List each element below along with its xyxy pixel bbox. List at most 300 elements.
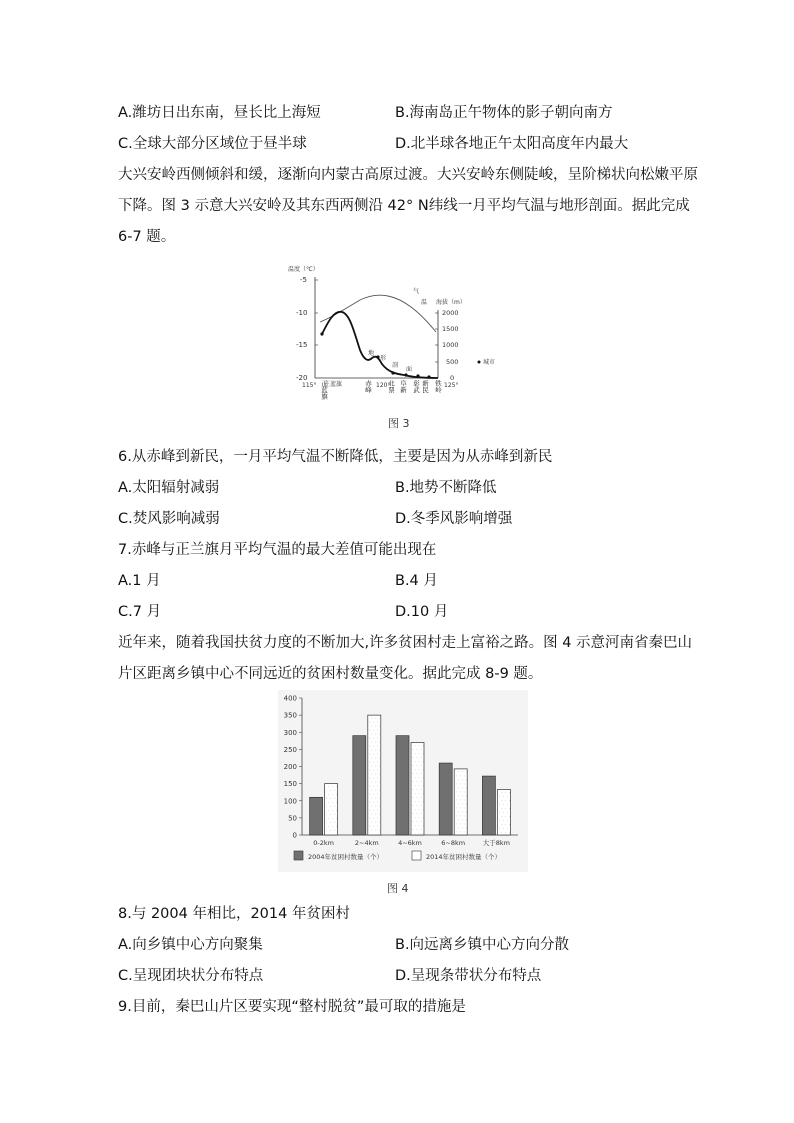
fig3-city-xinmin: 新民 bbox=[421, 380, 429, 393]
bar-texture-dot bbox=[413, 781, 414, 782]
bar-texture-dot bbox=[328, 786, 329, 787]
bar-texture-dot bbox=[369, 778, 370, 779]
bar-texture-dot bbox=[371, 726, 372, 727]
bar-texture-dot bbox=[464, 816, 465, 817]
bar-texture-dot bbox=[369, 762, 370, 763]
bar-texture-dot bbox=[499, 820, 500, 821]
bar-texture-dot bbox=[373, 762, 374, 763]
bar-texture-dot bbox=[419, 801, 420, 802]
bar-texture-dot bbox=[375, 790, 376, 791]
bar-texture-dot bbox=[415, 825, 416, 826]
bar-texture-dot bbox=[505, 832, 506, 833]
bar-texture-dot bbox=[419, 817, 420, 818]
bar-texture-dot bbox=[328, 794, 329, 795]
bar-texture-dot bbox=[421, 765, 422, 766]
bar-texture-dot bbox=[371, 798, 372, 799]
legend-label-2004: 2004年贫困村数量（个） bbox=[308, 853, 384, 861]
bar-texture-dot bbox=[417, 773, 418, 774]
q9-stem: 9.目前，秦巴山片区要实现“整村脱贫”最可取的措施是 bbox=[118, 999, 466, 1015]
legend-swatch-2014 bbox=[412, 851, 421, 860]
bar-texture-dot bbox=[375, 750, 376, 751]
bar-texture-dot bbox=[456, 800, 457, 801]
bar-texture-dot bbox=[415, 753, 416, 754]
bar-texture-dot bbox=[464, 792, 465, 793]
bar-texture-dot bbox=[375, 814, 376, 815]
fig3-city-zhenglanqi: 正蓝旗 bbox=[320, 380, 328, 400]
bar-texture-dot bbox=[417, 797, 418, 798]
intro1-line3: 6-7 题。 bbox=[118, 229, 176, 245]
bar-texture-dot bbox=[371, 782, 372, 783]
q8-option-d: D.呈现条带状分布特点 bbox=[395, 968, 542, 984]
bar-texture-dot bbox=[326, 822, 327, 823]
bar-texture-dot bbox=[373, 810, 374, 811]
q6-option-c: C.焚风影响减弱 bbox=[118, 511, 220, 527]
x-tick-label: 6~8km bbox=[441, 839, 466, 847]
bar-texture-dot bbox=[326, 806, 327, 807]
bar-texture-dot bbox=[419, 793, 420, 794]
bar-texture-dot bbox=[458, 820, 459, 821]
bar-texture-dot bbox=[507, 796, 508, 797]
bar-texture-dot bbox=[507, 804, 508, 805]
bar-texture-dot bbox=[415, 801, 416, 802]
bar-texture-dot bbox=[369, 810, 370, 811]
bar-texture-dot bbox=[499, 804, 500, 805]
bar-texture-dot bbox=[373, 746, 374, 747]
bar-2014 bbox=[411, 743, 424, 835]
bar-texture-dot bbox=[458, 780, 459, 781]
intro1-line1: 大兴安岭西侧倾斜和缓，逐渐向内蒙古高原过渡。大兴安岭东侧陡峻，呈阶梯状向松嫩平原 bbox=[118, 167, 698, 183]
bar-texture-dot bbox=[421, 789, 422, 790]
bar-texture-dot bbox=[507, 828, 508, 829]
bar-texture-dot bbox=[330, 806, 331, 807]
bar-texture-dot bbox=[501, 824, 502, 825]
bar-texture-dot bbox=[373, 738, 374, 739]
bar-texture-dot bbox=[417, 805, 418, 806]
bar-texture-dot bbox=[371, 766, 372, 767]
bar-texture-dot bbox=[379, 814, 380, 815]
x-tick-label: 4~6km bbox=[398, 839, 422, 847]
bar-texture-dot bbox=[419, 777, 420, 778]
bar-texture-dot bbox=[377, 738, 378, 739]
bar-texture-dot bbox=[460, 808, 461, 809]
bar-texture-dot bbox=[501, 792, 502, 793]
bar-texture-dot bbox=[503, 820, 504, 821]
q5-option-a: A.潍坊日出东南，昼长比上海短 bbox=[118, 105, 321, 121]
legend-swatch-2004 bbox=[294, 851, 303, 860]
bar-texture-dot bbox=[413, 789, 414, 790]
bar-texture-dot bbox=[371, 758, 372, 759]
bar-texture-dot bbox=[371, 742, 372, 743]
fig3-temp-label: 气 bbox=[413, 288, 420, 295]
q6-stem: 6.从赤峰到新民，一月平均气温不断降低，主要是因为从赤峰到新民 bbox=[118, 449, 553, 465]
bar-texture-dot bbox=[330, 790, 331, 791]
fig3-city-marker bbox=[320, 332, 323, 335]
bar-texture-dot bbox=[458, 796, 459, 797]
bar-texture-dot bbox=[336, 794, 337, 795]
intro1-line2: 下降。图 3 示意大兴安岭及其东西两侧沿 42° N纬线一月平均气温与地形剖面。据此完成 bbox=[118, 198, 690, 214]
x-tick-label: 0-2km bbox=[313, 839, 334, 847]
bar-texture-dot bbox=[464, 800, 465, 801]
figure4-chart bbox=[278, 690, 528, 872]
bar-texture-dot bbox=[332, 786, 333, 787]
bar-texture-dot bbox=[509, 792, 510, 793]
bar-texture-dot bbox=[332, 818, 333, 819]
bar-texture-dot bbox=[379, 726, 380, 727]
bar-texture-dot bbox=[371, 774, 372, 775]
fig3-legend-city: 城市 bbox=[483, 359, 496, 366]
bar-texture-dot bbox=[460, 776, 461, 777]
bar-texture-dot bbox=[413, 813, 414, 814]
bar-texture-dot bbox=[375, 822, 376, 823]
bar-texture-dot bbox=[379, 822, 380, 823]
bar-texture-dot bbox=[332, 802, 333, 803]
bar-texture-dot bbox=[375, 830, 376, 831]
fig3-x-tick: 125° bbox=[444, 382, 459, 389]
bar-texture-dot bbox=[507, 820, 508, 821]
bar-texture-dot bbox=[499, 812, 500, 813]
fig3-terrain-label: 面 bbox=[406, 366, 413, 373]
bar-texture-dot bbox=[460, 784, 461, 785]
bar-texture-dot bbox=[503, 812, 504, 813]
bar-texture-dot bbox=[375, 726, 376, 727]
bar-texture-dot bbox=[371, 750, 372, 751]
bar-texture-dot bbox=[419, 761, 420, 762]
fig3-x-tick: 115° bbox=[302, 382, 317, 389]
fig3-city-marker bbox=[427, 375, 430, 378]
bar-texture-dot bbox=[334, 798, 335, 799]
bar-texture-dot bbox=[507, 812, 508, 813]
bar-texture-dot bbox=[503, 828, 504, 829]
bar-texture-dot bbox=[421, 805, 422, 806]
bar-2014 bbox=[454, 769, 467, 835]
fig3-city-zhangwu: 彰武 bbox=[412, 380, 420, 393]
bar-texture-dot bbox=[464, 832, 465, 833]
bar-texture-dot bbox=[505, 824, 506, 825]
bar-texture-dot bbox=[460, 800, 461, 801]
figure3-caption: 图 3 bbox=[388, 417, 410, 430]
bar-texture-dot bbox=[334, 806, 335, 807]
bar-texture-dot bbox=[375, 718, 376, 719]
q6-option-a: A.太阳辐射减弱 bbox=[118, 480, 220, 496]
bar-texture-dot bbox=[373, 770, 374, 771]
bar-texture-dot bbox=[371, 718, 372, 719]
bar-texture-dot bbox=[336, 786, 337, 787]
bar-texture-dot bbox=[462, 804, 463, 805]
bar-texture-dot bbox=[501, 808, 502, 809]
fig3-terrain-label: 剖 bbox=[392, 362, 399, 369]
bar-texture-dot bbox=[377, 730, 378, 731]
bar-2004 bbox=[482, 776, 495, 835]
bar-texture-dot bbox=[413, 829, 414, 830]
bar-texture-dot bbox=[369, 786, 370, 787]
bar-texture-dot bbox=[328, 826, 329, 827]
bar-texture-dot bbox=[464, 808, 465, 809]
y-tick-label: 300 bbox=[283, 728, 297, 737]
bar-texture-dot bbox=[377, 778, 378, 779]
bar-texture-dot bbox=[373, 730, 374, 731]
bar-texture-dot bbox=[509, 808, 510, 809]
bar-texture-dot bbox=[421, 829, 422, 830]
q5-option-b: B.海南岛正午物体的影子朝向南方 bbox=[395, 105, 613, 121]
intro2-line2: 片区距离乡镇中心不同远近的贫困村数量变化。据此完成 8-9 题。 bbox=[118, 666, 543, 682]
q8-option-b: B.向远离乡镇中心方向分散 bbox=[395, 937, 570, 953]
bar-2004 bbox=[396, 736, 409, 835]
bar-texture-dot bbox=[330, 814, 331, 815]
q7-option-c: C.7 月 bbox=[118, 604, 162, 620]
fig3-terrain-label: 地 bbox=[368, 350, 375, 357]
bar-texture-dot bbox=[328, 802, 329, 803]
bar-texture-dot bbox=[501, 832, 502, 833]
bar-texture-dot bbox=[417, 789, 418, 790]
bar-texture-dot bbox=[458, 812, 459, 813]
bar-texture-dot bbox=[456, 808, 457, 809]
bar-texture-dot bbox=[421, 757, 422, 758]
bar-texture-dot bbox=[462, 796, 463, 797]
bar-texture-dot bbox=[417, 781, 418, 782]
y-tick-label: 150 bbox=[283, 780, 297, 789]
bar-texture-dot bbox=[326, 830, 327, 831]
bar-texture-dot bbox=[460, 832, 461, 833]
bar-texture-dot bbox=[458, 828, 459, 829]
bar-texture-dot bbox=[419, 809, 420, 810]
bar-texture-dot bbox=[499, 828, 500, 829]
bar-texture-dot bbox=[373, 778, 374, 779]
bar-2004 bbox=[310, 797, 323, 835]
bar-texture-dot bbox=[373, 794, 374, 795]
bar-texture-dot bbox=[415, 769, 416, 770]
fig3-city-fuxin: 阜新 bbox=[399, 380, 407, 393]
y-tick-label: 200 bbox=[283, 763, 297, 771]
bar-texture-dot bbox=[369, 794, 370, 795]
bar-texture-dot bbox=[505, 808, 506, 809]
bar-texture-dot bbox=[413, 805, 414, 806]
bar-texture-dot bbox=[466, 812, 467, 813]
bar-texture-dot bbox=[503, 796, 504, 797]
bar-texture-dot bbox=[377, 826, 378, 827]
bar-texture-dot bbox=[377, 802, 378, 803]
q7-stem: 7.赤峰与正兰旗月平均气温的最大差值可能出现在 bbox=[118, 542, 437, 558]
bar-texture-dot bbox=[423, 817, 424, 818]
bar-texture-dot bbox=[421, 813, 422, 814]
bar-texture-dot bbox=[462, 780, 463, 781]
bar-texture-dot bbox=[369, 738, 370, 739]
bar-texture-dot bbox=[379, 750, 380, 751]
bar-texture-dot bbox=[413, 765, 414, 766]
bar-texture-dot bbox=[417, 765, 418, 766]
bar-texture-dot bbox=[371, 814, 372, 815]
fig3-right-tick: 0 bbox=[450, 374, 455, 382]
bar-texture-dot bbox=[501, 816, 502, 817]
bar-texture-dot bbox=[326, 814, 327, 815]
bar-texture-dot bbox=[417, 813, 418, 814]
bar-texture-dot bbox=[415, 777, 416, 778]
bar-texture-dot bbox=[369, 754, 370, 755]
bar-texture-dot bbox=[466, 788, 467, 789]
bar-texture-dot bbox=[503, 804, 504, 805]
y-tick-label: 350 bbox=[283, 711, 297, 720]
bar-texture-dot bbox=[509, 800, 510, 801]
bar-texture-dot bbox=[371, 806, 372, 807]
bar-texture-dot bbox=[373, 722, 374, 723]
bar-texture-dot bbox=[456, 784, 457, 785]
bar-texture-dot bbox=[462, 820, 463, 821]
fig3-right-tick: 500 bbox=[446, 358, 459, 366]
bar-texture-dot bbox=[336, 826, 337, 827]
bar-texture-dot bbox=[377, 786, 378, 787]
y-tick-label: 250 bbox=[283, 745, 297, 754]
bar-texture-dot bbox=[417, 821, 418, 822]
fig3-x-tick: 120° bbox=[376, 382, 391, 389]
fig3-city-marker bbox=[376, 355, 379, 358]
bar-texture-dot bbox=[377, 746, 378, 747]
bar-texture-dot bbox=[373, 818, 374, 819]
fig3-left-axis-title: 温度（℃） bbox=[288, 266, 319, 273]
bar-texture-dot bbox=[417, 749, 418, 750]
bar-texture-dot bbox=[375, 758, 376, 759]
bar-texture-dot bbox=[413, 797, 414, 798]
bar-texture-dot bbox=[464, 776, 465, 777]
y-tick-label: 50 bbox=[288, 814, 297, 823]
bar-texture-dot bbox=[379, 718, 380, 719]
bar-texture-dot bbox=[509, 824, 510, 825]
bar-texture-dot bbox=[336, 802, 337, 803]
bar-texture-dot bbox=[369, 730, 370, 731]
bar-texture-dot bbox=[334, 822, 335, 823]
bar-texture-dot bbox=[332, 810, 333, 811]
bar-texture-dot bbox=[417, 829, 418, 830]
bar-texture-dot bbox=[377, 754, 378, 755]
bar-texture-dot bbox=[413, 749, 414, 750]
y-tick-label: 0 bbox=[292, 831, 297, 840]
bar-texture-dot bbox=[332, 794, 333, 795]
bar-texture-dot bbox=[334, 830, 335, 831]
fig3-left-tick: -15 bbox=[296, 341, 308, 349]
q6-option-b: B.地势不断降低 bbox=[395, 480, 497, 496]
bar-2014 bbox=[368, 715, 381, 835]
bar-texture-dot bbox=[413, 821, 414, 822]
bar-texture-dot bbox=[464, 784, 465, 785]
bar-texture-dot bbox=[371, 790, 372, 791]
bar-texture-dot bbox=[326, 798, 327, 799]
q6-option-d: D.冬季风影响增强 bbox=[395, 511, 513, 527]
bar-texture-dot bbox=[462, 772, 463, 773]
bar-texture-dot bbox=[379, 766, 380, 767]
bar-texture-dot bbox=[330, 830, 331, 831]
bar-texture-dot bbox=[334, 814, 335, 815]
bar-texture-dot bbox=[415, 833, 416, 834]
bar-texture-dot bbox=[369, 818, 370, 819]
bar-texture-dot bbox=[423, 825, 424, 826]
bar-texture-dot bbox=[415, 785, 416, 786]
bar-texture-dot bbox=[509, 816, 510, 817]
bar-texture-dot bbox=[379, 758, 380, 759]
bar-texture-dot bbox=[375, 798, 376, 799]
bar-texture-dot bbox=[413, 773, 414, 774]
bar-texture-dot bbox=[421, 773, 422, 774]
bar-texture-dot bbox=[466, 796, 467, 797]
bar-2004 bbox=[439, 763, 452, 835]
bar-texture-dot bbox=[328, 810, 329, 811]
bar-texture-dot bbox=[456, 776, 457, 777]
bar-texture-dot bbox=[379, 742, 380, 743]
bar-texture-dot bbox=[369, 802, 370, 803]
bar-texture-dot bbox=[373, 754, 374, 755]
bar-texture-dot bbox=[328, 818, 329, 819]
fig3-city-chifeng: 赤峰 bbox=[364, 380, 372, 393]
fig3-city-marker bbox=[416, 374, 419, 377]
bar-texture-dot bbox=[379, 782, 380, 783]
fig3-terrain-label: 形 bbox=[380, 355, 387, 362]
bar-texture-dot bbox=[421, 749, 422, 750]
bar-texture-dot bbox=[466, 772, 467, 773]
bar-texture-dot bbox=[462, 828, 463, 829]
bar-texture-dot bbox=[460, 792, 461, 793]
q7-option-a: A.1 月 bbox=[118, 573, 161, 589]
bar-texture-dot bbox=[423, 745, 424, 746]
bar-2014 bbox=[325, 784, 338, 835]
bar-texture-dot bbox=[375, 742, 376, 743]
bar-texture-dot bbox=[421, 821, 422, 822]
bar-texture-dot bbox=[373, 786, 374, 787]
bar-texture-dot bbox=[421, 797, 422, 798]
q8-stem: 8.与 2004 年相比，2014 年贫困村 bbox=[118, 906, 350, 922]
bar-texture-dot bbox=[379, 774, 380, 775]
q5-option-d: D.北半球各地正午太阳高度年内最大 bbox=[395, 136, 629, 152]
fig3-city-beipiao: 北票 bbox=[387, 380, 395, 393]
bar-texture-dot bbox=[375, 782, 376, 783]
bar-texture-dot bbox=[415, 809, 416, 810]
bar-texture-dot bbox=[505, 816, 506, 817]
fig3-left-tick: -5 bbox=[300, 276, 307, 284]
bar-texture-dot bbox=[464, 824, 465, 825]
bar-texture-dot bbox=[456, 816, 457, 817]
fig3-city-marker bbox=[391, 371, 394, 374]
fig3-right-tick: 1000 bbox=[442, 341, 459, 349]
bar-texture-dot bbox=[375, 806, 376, 807]
bar-texture-dot bbox=[379, 806, 380, 807]
bar-texture-dot bbox=[458, 772, 459, 773]
bar-texture-dot bbox=[375, 774, 376, 775]
bar-texture-dot bbox=[379, 734, 380, 735]
bar-texture-dot bbox=[373, 802, 374, 803]
figure4-caption: 图 4 bbox=[387, 882, 409, 895]
bar-texture-dot bbox=[369, 746, 370, 747]
fig3-legend-marker bbox=[478, 361, 481, 364]
fig3-left-tick: -10 bbox=[296, 309, 308, 317]
bar-texture-dot bbox=[371, 822, 372, 823]
bar-texture-dot bbox=[423, 753, 424, 754]
bar-texture-dot bbox=[379, 798, 380, 799]
bar-texture-dot bbox=[415, 761, 416, 762]
bar-texture-dot bbox=[505, 792, 506, 793]
bar-texture-dot bbox=[371, 734, 372, 735]
bar-texture-dot bbox=[413, 757, 414, 758]
x-tick-label: 大于8km bbox=[482, 839, 511, 847]
bar-texture-dot bbox=[369, 770, 370, 771]
q7-option-b: B.4 月 bbox=[395, 573, 438, 589]
bar-texture-dot bbox=[456, 832, 457, 833]
fig3-right-tick: 1500 bbox=[442, 325, 459, 333]
bar-texture-dot bbox=[336, 810, 337, 811]
bar-texture-dot bbox=[423, 769, 424, 770]
bar-texture-dot bbox=[373, 826, 374, 827]
bar-texture-dot bbox=[415, 793, 416, 794]
bar-texture-dot bbox=[334, 790, 335, 791]
bar-texture-dot bbox=[377, 794, 378, 795]
bar-texture-dot bbox=[501, 800, 502, 801]
bar-2004 bbox=[353, 736, 366, 835]
bar-texture-dot bbox=[375, 766, 376, 767]
